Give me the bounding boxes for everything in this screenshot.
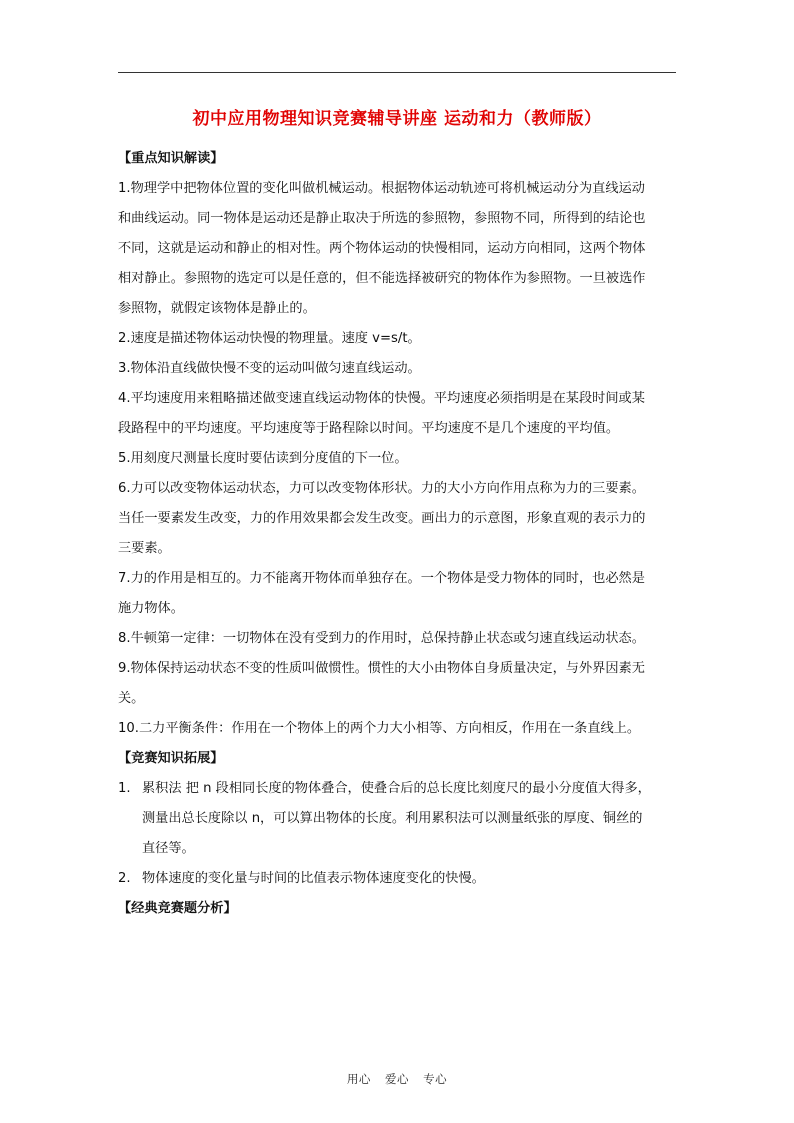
text-line: 4.平均速度用来粗略描述做变速直线运动物体的快慢。平均速度必须指明是在某段时间或某 — [118, 391, 645, 406]
list-item — [118, 864, 680, 894]
text-line: 9.物体保持运动状态不变的性质叫做惯性。惯性的大小由物体自身质量决定，与外界因素无 — [118, 661, 645, 676]
text-line: 2.速度是描述物体运动快慢的物理量。速度 v=s/t。 — [118, 331, 421, 346]
text-line: 和曲线运动。同一物体是运动还是静止取决于所选的参照物，参照物不同，所得到的结论也 — [118, 211, 646, 226]
text-line: 5.用刻度尺测量长度时要估读到分度值的下一位。 — [118, 451, 408, 466]
footer-text: 专心 — [423, 1072, 448, 1086]
text-line: 参照物，就假定该物体是静止的。 — [118, 301, 316, 316]
list-item — [118, 774, 680, 864]
text-line: 段路程中的平均速度。平均速度等于路程除以时间。平均速度不是几个速度的平均值。 — [118, 421, 620, 436]
paragraph-1 — [118, 174, 680, 324]
section-heading-classic-problems: 【经典竞赛题分析】 — [118, 901, 237, 916]
paragraph-4 — [118, 384, 680, 444]
paragraph-6 — [118, 474, 680, 564]
text-line: 物体速度的变化量与时间的比值表示物体速度变化的快慢。 — [142, 871, 485, 886]
section-heading-competition-extension: 【竞赛知识拓展】 — [118, 751, 224, 766]
text-line: 施力物体。 — [118, 601, 184, 616]
text-line: 累积法 把 n 段相同长度的物体叠合，使叠合后的总长度比刻度尺的最小分度值大得多， — [142, 781, 651, 796]
document-body — [118, 144, 680, 924]
text-line: 6.力可以改变物体运动状态，力可以改变物体形状。力的大小方向作用点称为力的三要素。 — [118, 481, 645, 496]
section-heading-key-knowledge: 【重点知识解读】 — [118, 151, 224, 166]
text-line: 8.牛顿第一定律：一切物体在没有受到力的作用时，总保持静止状态或匀速直线运动状态。 — [118, 631, 645, 646]
paragraph-9 — [118, 654, 680, 714]
footer-text: 爱心 — [385, 1072, 409, 1086]
text-line: 当任一要素发生改变，力的作用效果都会发生改变。画出力的示意图，形象直观的表示力的 — [118, 511, 646, 526]
paragraph-8 — [118, 624, 680, 654]
text-line: 3.物体沿直线做快慢不变的运动叫做匀速直线运动。 — [118, 361, 421, 376]
paragraph-10 — [118, 714, 680, 744]
paragraph-7 — [118, 564, 680, 624]
text-line: 相对静止。参照物的选定可以是任意的，但不能选择被研究的物体作为参照物。一旦被选作 — [118, 271, 646, 286]
page-footer — [0, 1071, 794, 1087]
paragraph-5 — [118, 444, 680, 474]
paragraph-2 — [118, 324, 680, 354]
text-line: 10.二力平衡条件：作用在一个物体上的两个力大小相等、方向相反，作用在一条直线上。 — [118, 721, 641, 736]
list-item-number: 1. — [118, 781, 131, 796]
text-line: 三要素。 — [118, 541, 171, 556]
text-line: 关。 — [118, 691, 145, 706]
text-line: 测量出总长度除以 n，可以算出物体的长度。利用累积法可以测量纸张的厚度、铜丝的 — [142, 811, 643, 826]
footer-text: 用心 — [346, 1072, 371, 1086]
paragraph-3 — [118, 354, 680, 384]
page-title: 初中应用物理知识竞赛辅导讲座 运动和力（教师版） — [192, 109, 602, 129]
text-line: 不同，这就是运动和静止的相对性。两个物体运动的快慢相同，运动方向相同，这两个物体 — [118, 241, 646, 256]
text-line: 7.力的作用是相互的。力不能离开物体而单独存在。一个物体是受力物体的同时，也必然是 — [118, 571, 645, 586]
list-item-number: 2. — [118, 871, 131, 886]
text-line: 直径等。 — [142, 841, 195, 856]
text-line: 1.物理学中把物体位置的变化叫做机械运动。根据物体运动轨迹可将机械运动分为直线运动 — [118, 181, 645, 196]
header-rule — [118, 72, 676, 73]
